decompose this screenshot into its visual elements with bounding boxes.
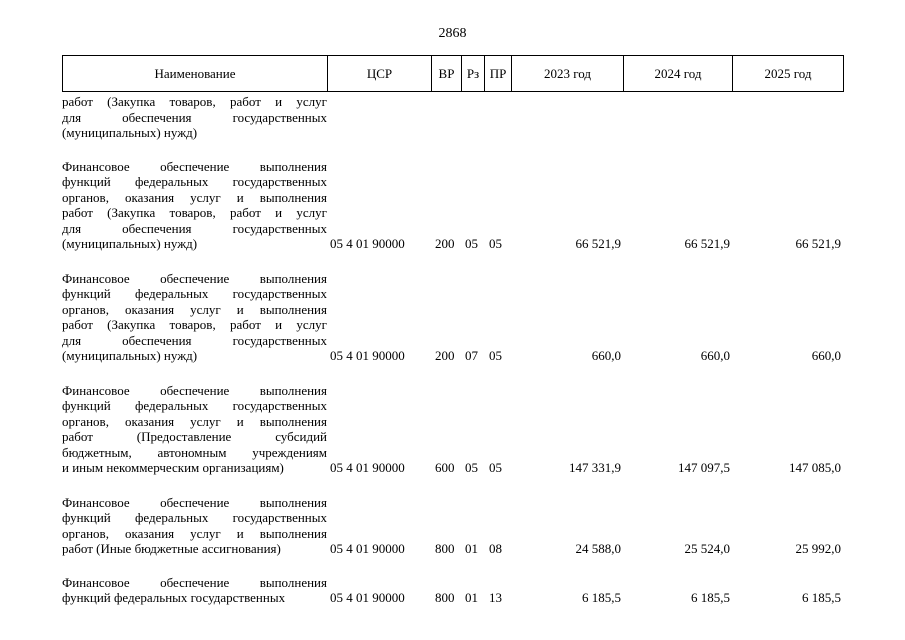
table-row [62,159,843,252]
row-name-line: (муниципальных) нужд) [62,348,198,363]
row-amount-2025: 147 085,0 [789,460,841,475]
row-amount-2023: 147 331,9 [569,460,621,475]
row-pr: 05 [489,236,502,251]
row-amount-2024: 147 097,5 [678,460,730,475]
row-vr: 200 [435,236,455,251]
row-name-line: работ (Закупка товаров, работ и услуг [62,94,327,109]
row-rz: 01 [465,541,478,556]
row-name-line: органов, оказания услуг и выполнения [62,413,327,429]
row-name-line: функций федеральных государственных [62,286,327,301]
row-rz: 07 [465,348,478,363]
row-pr: 13 [489,590,502,605]
table-row [62,575,843,606]
header-csr: ЦСР [328,56,432,92]
row-name [62,271,327,364]
row-pr: 08 [489,541,502,556]
header-vr: ВР [432,56,462,92]
row-rz: 01 [465,590,478,605]
row-name-line: для обеспечения государственных [62,109,327,125]
row-name-line: работ (Предоставление субсидий [62,429,327,444]
row-rz: 05 [465,460,478,475]
row-amount-2023: 66 521,9 [575,236,621,251]
row-name-line: для обеспечения государственных [62,332,327,348]
row-rz: 05 [465,236,478,251]
row-name-line: и иным некоммерческим организациям) [62,460,284,475]
row-amount-2025: 66 521,9 [795,236,841,251]
row-name [62,159,327,252]
row-amount-2023: 660,0 [591,348,621,363]
page-number: 2868 [438,26,467,41]
header-year-2025: 2025 год [733,56,844,92]
row-name [62,383,327,476]
row-name [62,575,327,606]
header-pr: ПР [485,56,512,92]
table-row [62,495,843,557]
table-row [62,94,843,141]
row-vr: 200 [435,348,455,363]
row-name-line: Финансовое обеспечение выполнения [62,382,327,398]
header-year-2023: 2023 год [512,56,624,92]
table-row [62,271,843,364]
row-amount-2025: 6 185,5 [802,590,841,605]
row-name-line: работ (Иные бюджетные ассигнования) [62,541,281,556]
row-name-line: работ (Закупка товаров, работ и услуг [62,205,327,220]
row-csr: 05 4 01 90000 [330,541,405,556]
row-name [62,495,327,557]
row-amount-2023: 6 185,5 [582,590,621,605]
row-name-line: функций федеральных государственных [62,174,327,189]
table-row [62,383,843,476]
header-name: Наименование [63,56,328,92]
row-name-line: (муниципальных) нужд) [62,125,198,140]
row-vr: 800 [435,590,455,605]
row-csr: 05 4 01 90000 [330,460,405,475]
row-pr: 05 [489,348,502,363]
row-csr: 05 4 01 90000 [330,348,405,363]
row-vr: 600 [435,460,455,475]
row-name-line: (муниципальных) нужд) [62,236,198,251]
row-name-line: функций федеральных государственных [62,398,327,413]
row-name-line: органов, оказания услуг и выполнения [62,525,327,541]
row-csr: 05 4 01 90000 [330,590,405,605]
header-rz: Рз [462,56,485,92]
row-name [62,94,327,141]
row-name-line: органов, оказания услуг и выполнения [62,301,327,317]
row-vr: 800 [435,541,455,556]
row-name-line: Финансовое обеспечение выполнения [62,270,327,286]
row-amount-2023: 24 588,0 [575,541,621,556]
row-name-line: работ (Закупка товаров, работ и услуг [62,317,327,332]
row-name-line: Финансовое обеспечение выполнения [62,494,327,510]
row-name-line: Финансовое обеспечение выполнения [62,158,327,174]
row-amount-2025: 660,0 [811,348,841,363]
row-csr: 05 4 01 90000 [330,236,405,251]
row-amount-2025: 25 992,0 [795,541,841,556]
row-name-line: бюджетным, автономным учреждениям [62,444,327,460]
row-name-line: функций федеральных государственных [62,590,286,605]
row-amount-2024: 66 521,9 [684,236,730,251]
table-body [62,94,843,606]
row-name-line: функций федеральных государственных [62,510,327,525]
row-name-line: органов, оказания услуг и выполнения [62,189,327,205]
row-amount-2024: 25 524,0 [684,541,730,556]
row-name-line: для обеспечения государственных [62,220,327,236]
row-name-line: Финансовое обеспечение выполнения [62,574,327,590]
header-year-2024: 2024 год [624,56,733,92]
row-amount-2024: 6 185,5 [691,590,730,605]
table-header [62,55,844,92]
row-amount-2024: 660,0 [700,348,730,363]
row-pr: 05 [489,460,502,475]
